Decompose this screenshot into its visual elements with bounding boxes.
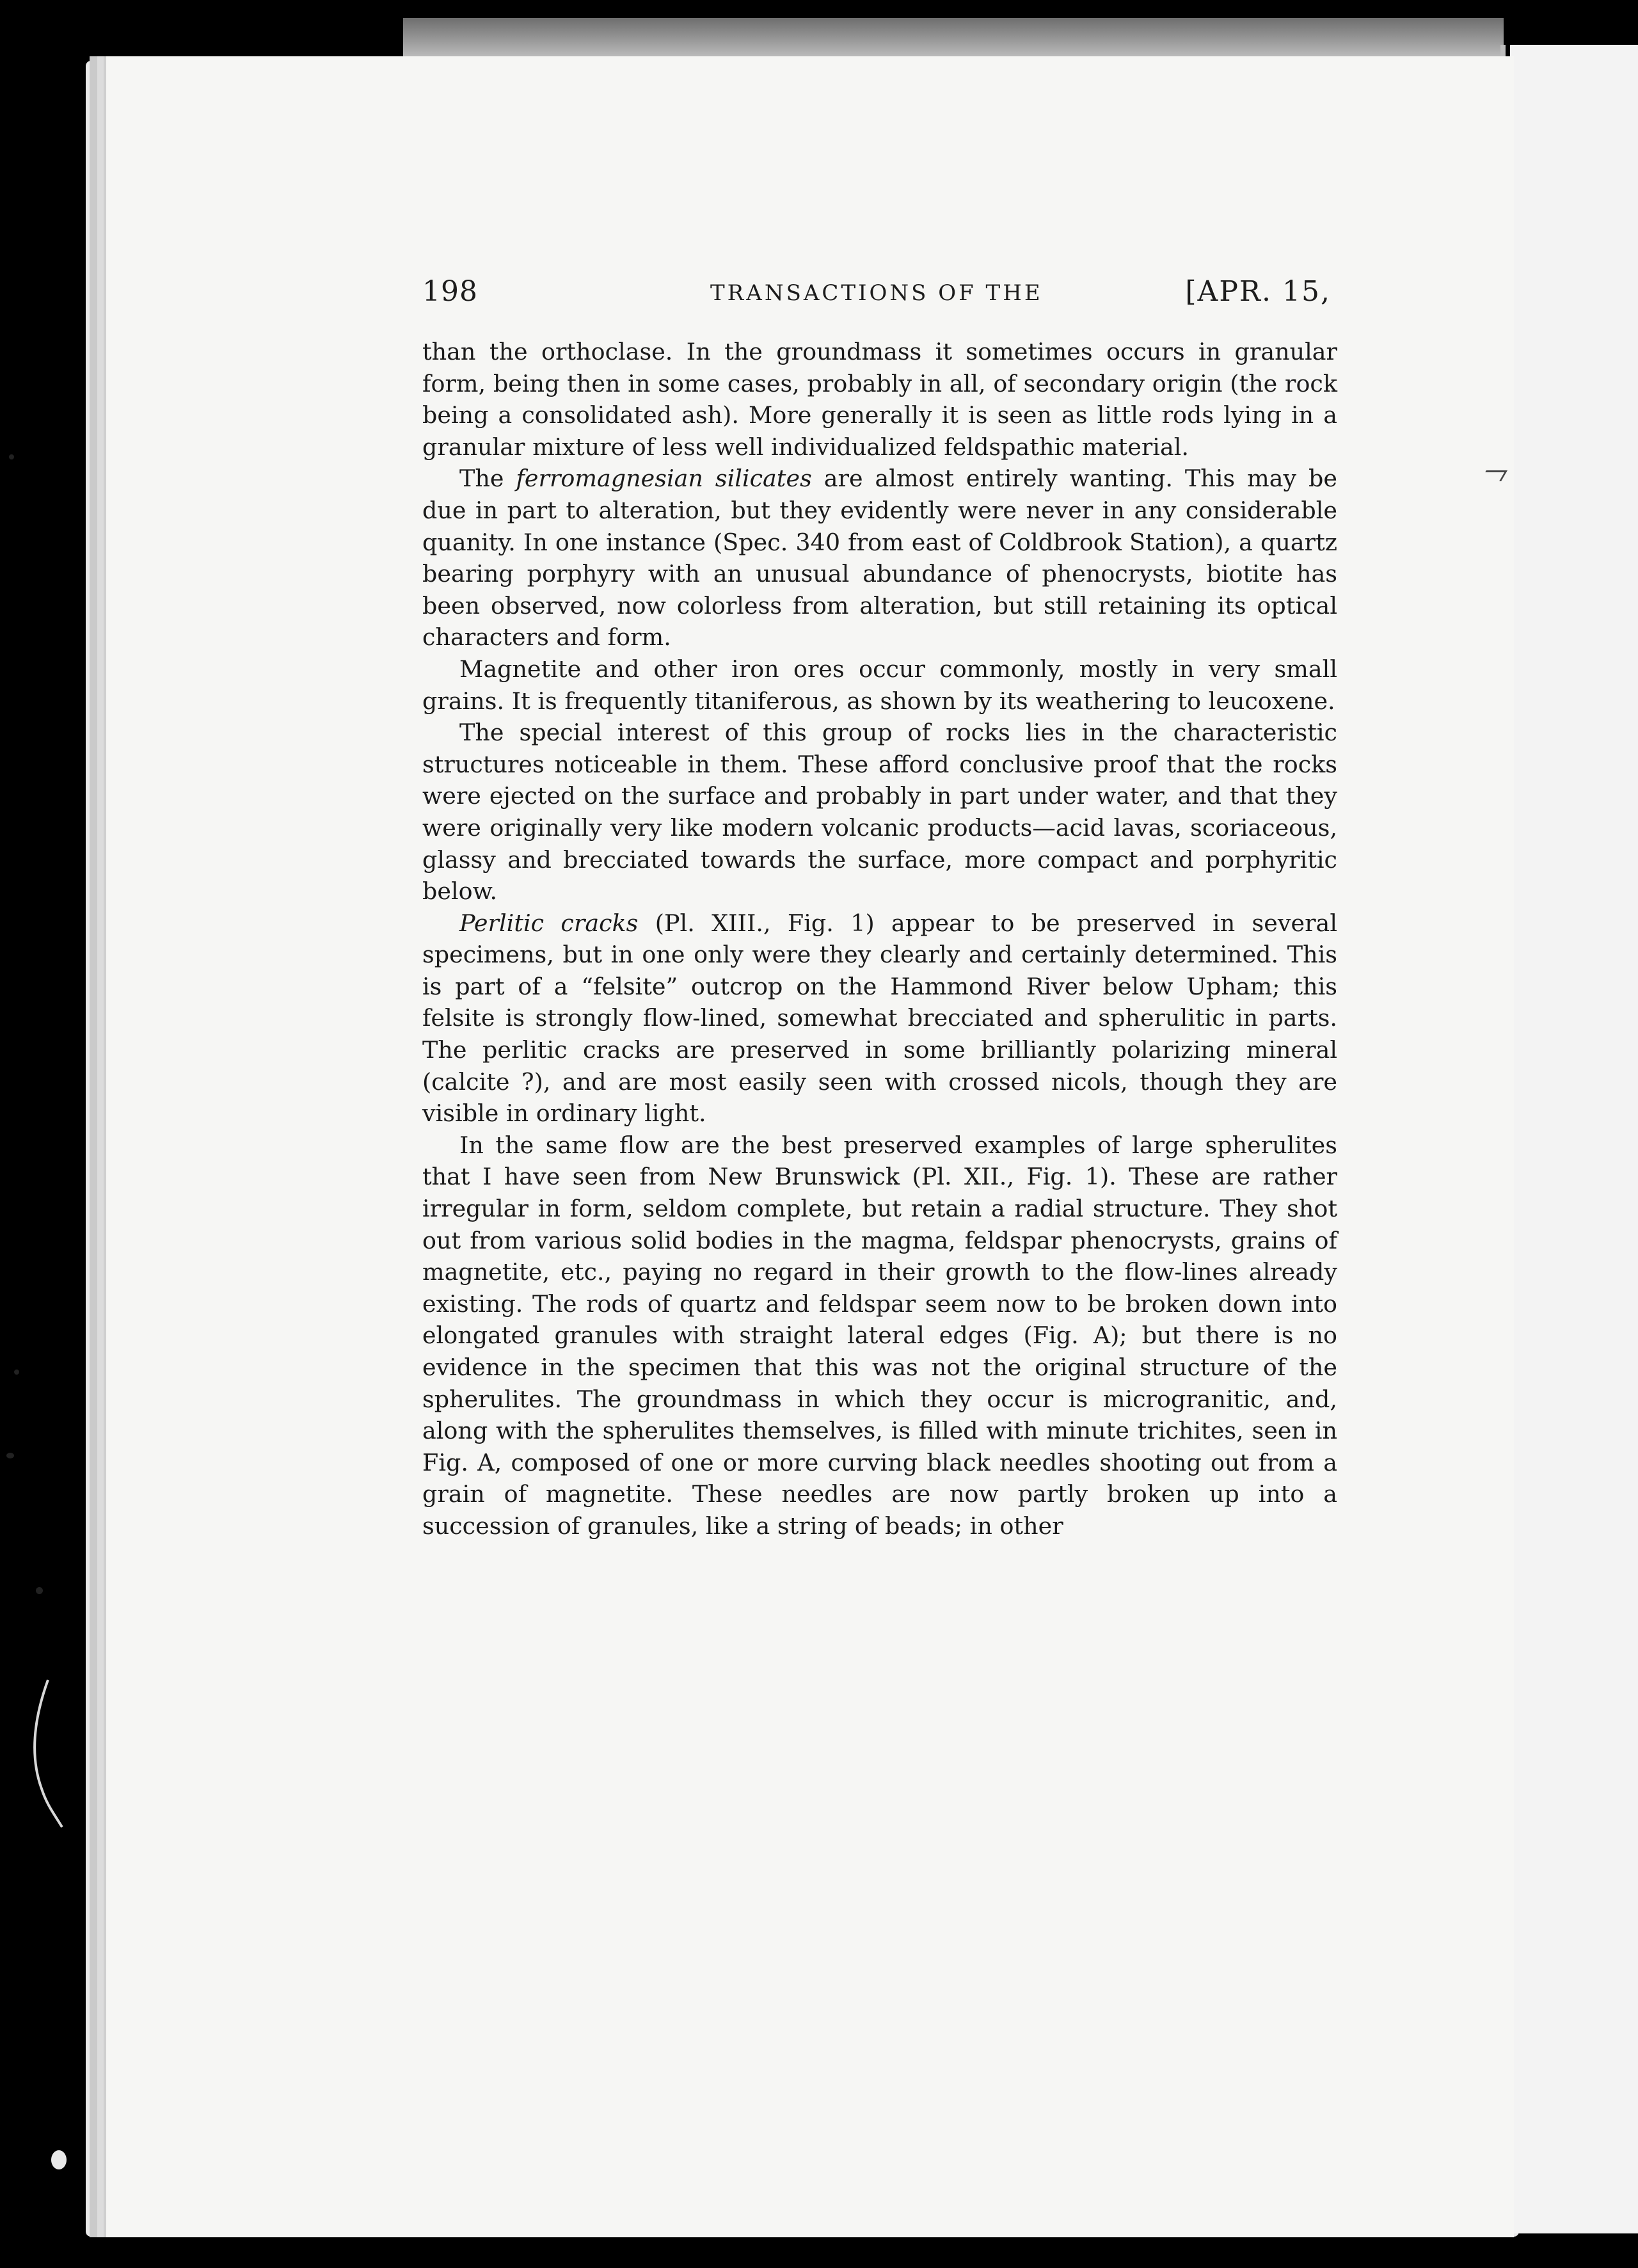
body-paragraph [422, 336, 1337, 463]
paragraph-text: The [459, 465, 516, 493]
paragraph-text: Magnetite and other iron ores occur commonly, mostly in very small grains. It is frequently titaniferous, as shown by its weathering to leucoxene. [422, 655, 1337, 715]
margin-speck [6, 1453, 14, 1458]
italic-term: ferromagnesian silicates [516, 465, 812, 493]
body-text [422, 336, 1337, 1542]
margin-speck [9, 454, 14, 459]
paragraph-text: than the orthoclase. In the groundmass it sometimes occurs in granular form, being then in some cases, probably in all, of secondary origin (the rock being a consolidated ash). More generally it is seen as little rods lying in a granular mixture of less well individualized feldspathic material. [422, 338, 1337, 461]
paragraph-text: The special interest of this group of rocks lies in the characteristic structures noticeable in them. These afford conclusive proof that the rocks were ejected on the surface and probably in part under water, and that they were originally very like modern volcanic products—acid lavas, scoriaceous, glassy and brecciated towards the surface, more compact and porphyritic below. [422, 719, 1337, 906]
scan-top-strip [403, 18, 1504, 58]
body-paragraph [422, 463, 1337, 653]
margin-speck [14, 1370, 19, 1375]
body-paragraph [422, 1130, 1337, 1542]
body-paragraph [422, 717, 1337, 907]
paragraph-text: (Pl. XIII., Fig. 1) appear to be preserved in several specimens, but in one only were they clearly and certainly determined. This is part of a “felsite” outcrop on the Hammond River below Upham; this felsite is strongly flow-lined, somewhat brecciated and spherulitic in parts. The perlitic cracks are preserved in some brilliantly polarizing mineral (calcite ?), and are most easily seen with crossed nicols, though they are visible in ordinary light. [422, 909, 1337, 1128]
paragraph-text: are almost entirely wanting. This may be due in part to alteration, but they evidently were never in any considerable quanity. In one instance (Spec. 340 from east of Coldbrook Station), a quartz bearing porphyry with an unusual abundance of phenocrysts, biotite has been observed, now colorless from alteration, but still retaining its optical characters and form. [422, 465, 1337, 651]
italic-term: Perlitic cracks [459, 909, 639, 937]
paragraph-text: In the same flow are the best preserved examples of large spherulites that I have seen from New Brunswick (Pl. XII., Fig. 1). These are rather irregular in form, seldom complete, but retain a radial structure. They shot out from various solid bodies in the magma, feldspar phenocrysts, grains of magnetite, etc., paying no regard in their growth to the flow-lines already existing. The rods of quartz and feldspar seem now to be broken down into elongated granules with straight lateral edges (Fig. A); but there is no evidence in the specimen that this was not the original structure of the spherulites. The groundmass in which they occur is microgranitic, and, along with the spherulites themselves, is filled with minute trichites, seen in Fig. A, composed of one or more curving black needles shooting out from a grain of magnetite. These needles are now partly broken up into a succession of granules, like a string of beads; in other [422, 1131, 1337, 1540]
page-number: 198 [422, 275, 478, 308]
facing-page-edge [1510, 45, 1638, 2233]
margin-speck [51, 2150, 67, 2169]
body-paragraph [422, 907, 1337, 1130]
margin-speck [36, 1587, 43, 1594]
running-date: [APR. 15, [1185, 275, 1331, 308]
running-head [422, 275, 1331, 320]
margin-pen-stroke [22, 1677, 74, 1830]
body-paragraph [422, 653, 1337, 717]
journal-title: TRANSACTIONS OF THE [710, 280, 1043, 306]
